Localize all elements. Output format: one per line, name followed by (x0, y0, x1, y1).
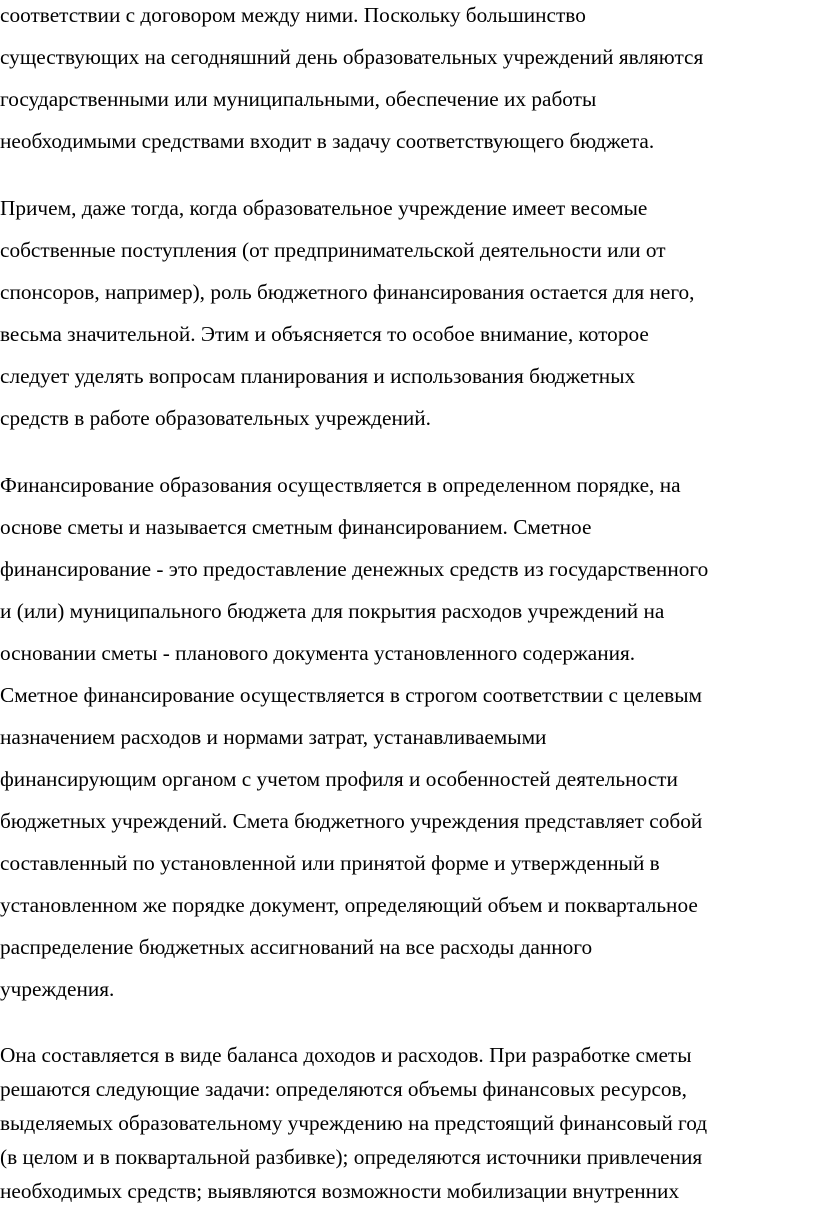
text-line: необходимыми средствами входит в задачу соответствующего бюджета. (0, 129, 655, 153)
text-line: Причем, даже тогда, когда образовательное учреждение имеет весомые (0, 196, 648, 220)
text-line: Она составляется в виде баланса доходов и расходов. При разработке сметы (0, 1043, 692, 1067)
text-line: финансирующим органом с учетом профиля и особенностей деятельности (0, 767, 678, 791)
text-line: финансирование - это предоставление денежных средств из государственного (0, 557, 709, 581)
text-line: весьма значительной. Этим и объясняется то особое внимание, которое (0, 322, 649, 346)
text-line: государственными или муниципальными, обеспечение их работы (0, 87, 597, 111)
text-line: Сметное финансирование осуществляется в строгом соответствии с целевым (0, 683, 702, 707)
text-line: составленный по установленной или принятой форме и утвержденный в (0, 851, 660, 875)
text-line: собственные поступления (от предпринимательской деятельности или от (0, 238, 666, 262)
text-line: средств в работе образовательных учреждений. (0, 406, 431, 430)
text-line: назначением расходов и нормами затрат, устанавливаемыми (0, 725, 547, 749)
text-line: установленном же порядке документ, определяющий объем и поквартальное (0, 893, 698, 917)
text-line: спонсоров, например), роль бюджетного финансирования остается для него, (0, 280, 695, 304)
text-line: необходимых средств; выявляются возможности мобилизации внутренних (0, 1179, 680, 1203)
text-line: основе сметы и называется сметным финансированием. Сметное (0, 515, 592, 539)
text-line: соответствии с договором между ними. Поскольку большинство (0, 3, 586, 27)
text-line: (в целом и в поквартальной разбивке); определяются источники привлечения (0, 1145, 703, 1169)
text-line: бюджетных учреждений. Смета бюджетного учреждения представляет собой (0, 809, 703, 833)
text-line: и (или) муниципального бюджета для покрытия расходов учреждений на (0, 599, 665, 623)
text-line: решаются следующие задачи: определяются объемы финансовых ресурсов, (0, 1077, 687, 1101)
text-line: Финансирование образования осуществляется в определенном порядке, на (0, 473, 681, 497)
text-line: учреждения. (0, 977, 115, 1001)
text-line: выделяемых образовательному учреждению на предстоящий финансовый год (0, 1111, 708, 1135)
text-line: распределение бюджетных ассигнований на все расходы данного (0, 935, 593, 959)
text-line: существующих на сегодняшний день образовательных учреждений являются (0, 45, 704, 69)
text-line: основании сметы - планового документа установленного содержания. (0, 641, 636, 665)
text-line: следует уделять вопросам планирования и использования бюджетных (0, 364, 636, 388)
